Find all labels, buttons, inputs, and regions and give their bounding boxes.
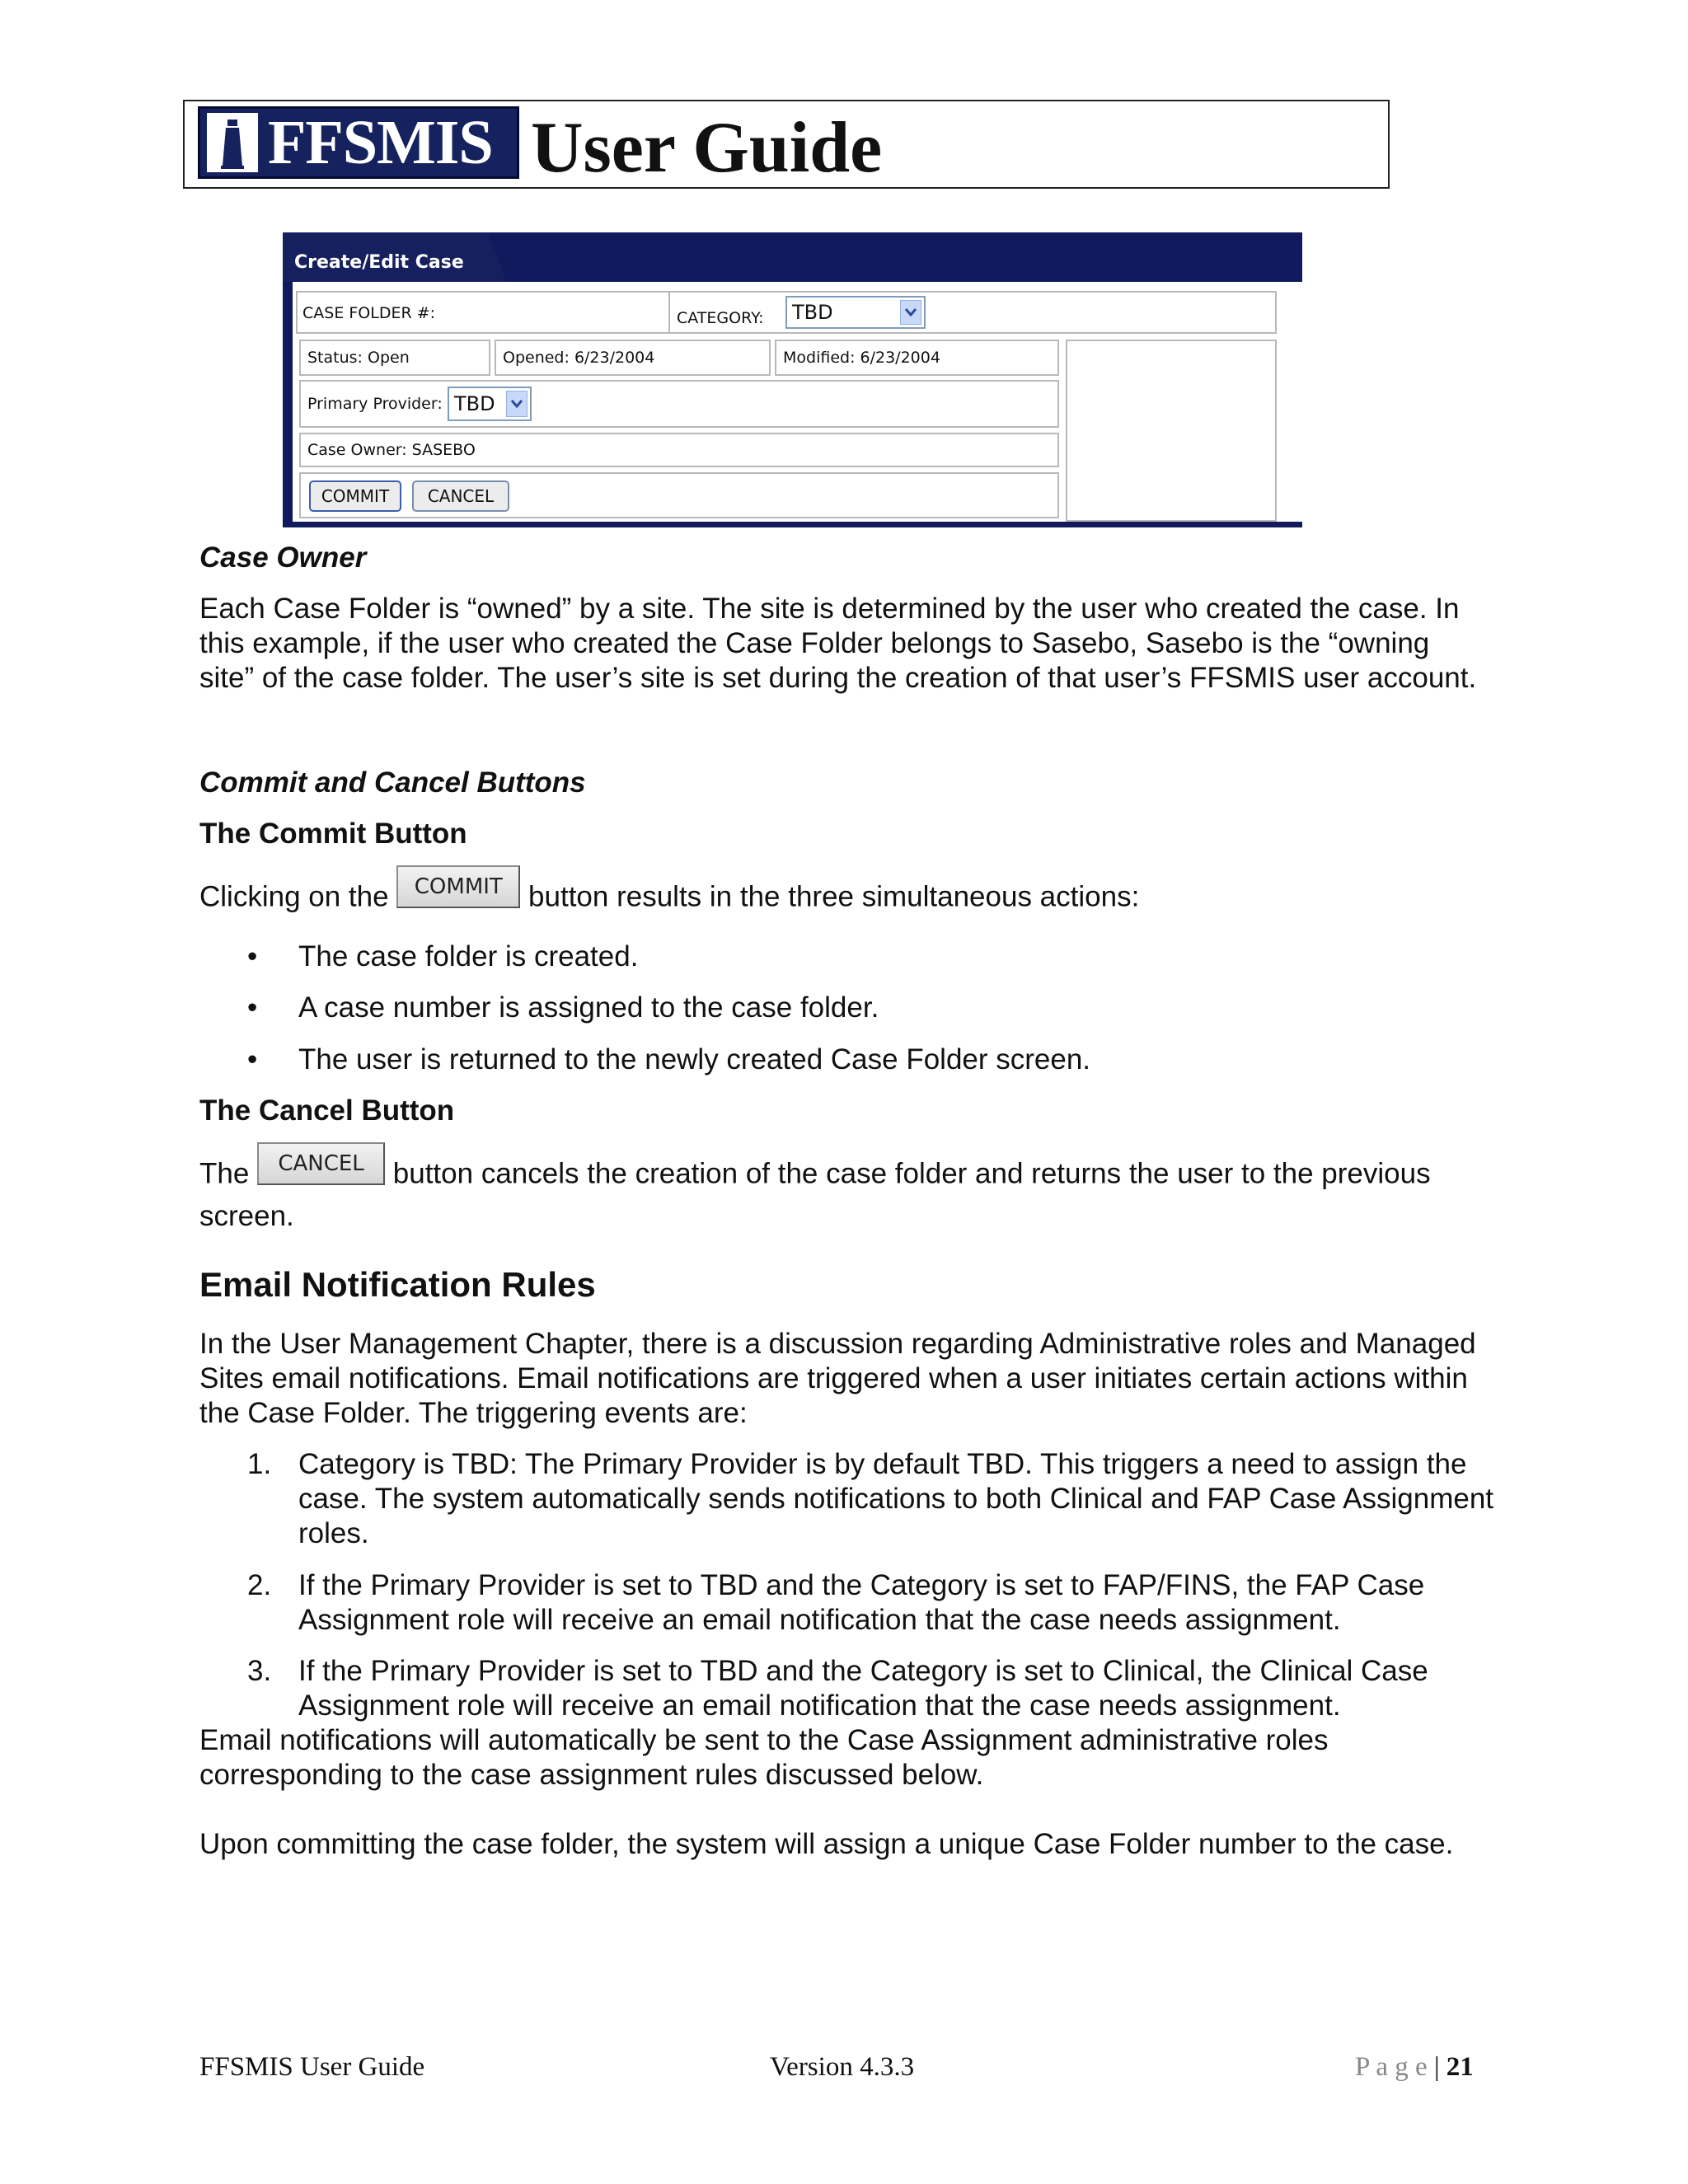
field-divider — [668, 293, 670, 332]
cancel-button[interactable]: CANCEL — [412, 480, 509, 512]
email-rules-heading: Email Notification Rules — [199, 1265, 596, 1304]
email-after-rules: Email notifications will automatically be sent to the Case Assignment administrative roles corresponding to the case assignment rules discussed below. — [199, 1724, 1329, 1791]
commit-button-heading: The Commit Button — [199, 818, 467, 850]
button-row — [299, 472, 1059, 518]
primary-provider-value: TBD — [454, 392, 495, 415]
create-edit-case-screenshot — [283, 232, 1302, 527]
primary-provider-label: Primary Provider: — [307, 395, 443, 413]
rule-number: 1. — [247, 1448, 272, 1480]
email-intro: In the User Management Chapter, there is a discussion regarding Administrative roles and Managed Sites email notifications. Email notifications are triggered when a user initiates certain actions within the Case Folder. The triggering events are: — [199, 1328, 1476, 1429]
case-folder-row — [296, 291, 1277, 334]
side-panel — [1066, 340, 1277, 522]
cancel-button-heading: The Cancel Button — [199, 1094, 455, 1127]
rule-text: Category is TBD: The Primary Provider is by default TBD. This triggers a need to assign the case. The system automatically sends notifications to both Clinical and FAP Case Assignment roles. — [298, 1448, 1494, 1549]
footer-version: Version 4.3.3 — [770, 2052, 915, 2082]
cancel-after: button cancels the creation of the case folder and returns the user to the previous — [392, 1157, 1431, 1190]
case-owner-heading: Case Owner — [199, 541, 367, 574]
chevron-down-icon[interactable] — [506, 391, 528, 417]
rule-number: 3. — [247, 1655, 272, 1687]
rule-text: If the Primary Provider is set to TBD and the Category is set to Clinical, the Clinical Case Assignment role will receive an email notification that the case needs assignment. — [298, 1655, 1428, 1722]
footer-page — [1355, 2052, 1474, 2083]
footer-separator: | — [1433, 2052, 1440, 2082]
commit-intro — [199, 874, 1493, 920]
cancel-before: The — [199, 1157, 250, 1190]
lighthouse-icon — [207, 113, 258, 172]
commit-button[interactable]: COMMIT — [309, 480, 401, 512]
case-owner-paragraph: Each Case Folder is “owned” by a site. The site is determined by the user who created the case. In this example, if the user who created the Case Folder belongs to Sasebo, Sasebo is the “owning site” of the case folder. The user’s site is set during the creation of that user’s FFSMIS user account. — [199, 593, 1477, 694]
footer-doc-title: FFSMIS User Guide — [199, 2052, 425, 2082]
commit-intro-after: button results in the three simultaneous actions: — [528, 880, 1140, 913]
bullet-text: The user is returned to the newly created Case Folder screen. — [298, 1043, 1091, 1076]
commit-intro-before: Clicking on the — [199, 880, 389, 913]
rule-number: 2. — [247, 1569, 272, 1601]
primary-provider-select[interactable] — [448, 387, 532, 421]
cancel-description-end: screen. — [199, 1200, 294, 1232]
buttons-section-heading: Commit and Cancel Buttons — [199, 766, 586, 799]
ffsmis-logo — [198, 106, 519, 179]
footer-page-number: 21 — [1446, 2052, 1474, 2082]
page-title: User Guide — [531, 108, 883, 188]
rule-text: If the Primary Provider is set to TBD and the Category is set to FAP/FINS, the FAP Case Assignment role will receive an email notification that the case needs assignment. — [298, 1569, 1425, 1636]
screenshot-form — [293, 282, 1302, 522]
case-owner-field: Case Owner: SASEBO — [299, 433, 1059, 467]
status-field: Status: Open — [299, 340, 490, 376]
bullet-text: The case folder is created. — [298, 940, 639, 972]
category-select[interactable] — [785, 296, 926, 329]
cancel-button-image: CANCEL — [257, 1142, 385, 1185]
category-label: CATEGORY: — [677, 309, 764, 327]
opened-field: Opened: 6/23/2004 — [495, 340, 771, 376]
modified-field: Modified: 6/23/2004 — [775, 340, 1059, 376]
case-folder-label: CASE FOLDER #: — [302, 304, 436, 322]
primary-provider-row — [299, 380, 1059, 428]
category-select-value: TBD — [792, 301, 833, 324]
screenshot-tab — [283, 232, 489, 282]
commit-button-image: COMMIT — [396, 865, 520, 908]
chevron-down-icon[interactable] — [900, 300, 921, 325]
logo-text: FFSMIS — [268, 108, 493, 177]
closing-paragraph: Upon committing the case folder, the system will assign a unique Case Folder number to the case. — [199, 1828, 1454, 1860]
bullet-text: A case number is assigned to the case folder. — [298, 991, 879, 1024]
cancel-description — [199, 1151, 1493, 1197]
footer-page-label: P a g e — [1355, 2052, 1428, 2082]
screenshot-tab-title: Create/Edit Case — [294, 252, 464, 273]
